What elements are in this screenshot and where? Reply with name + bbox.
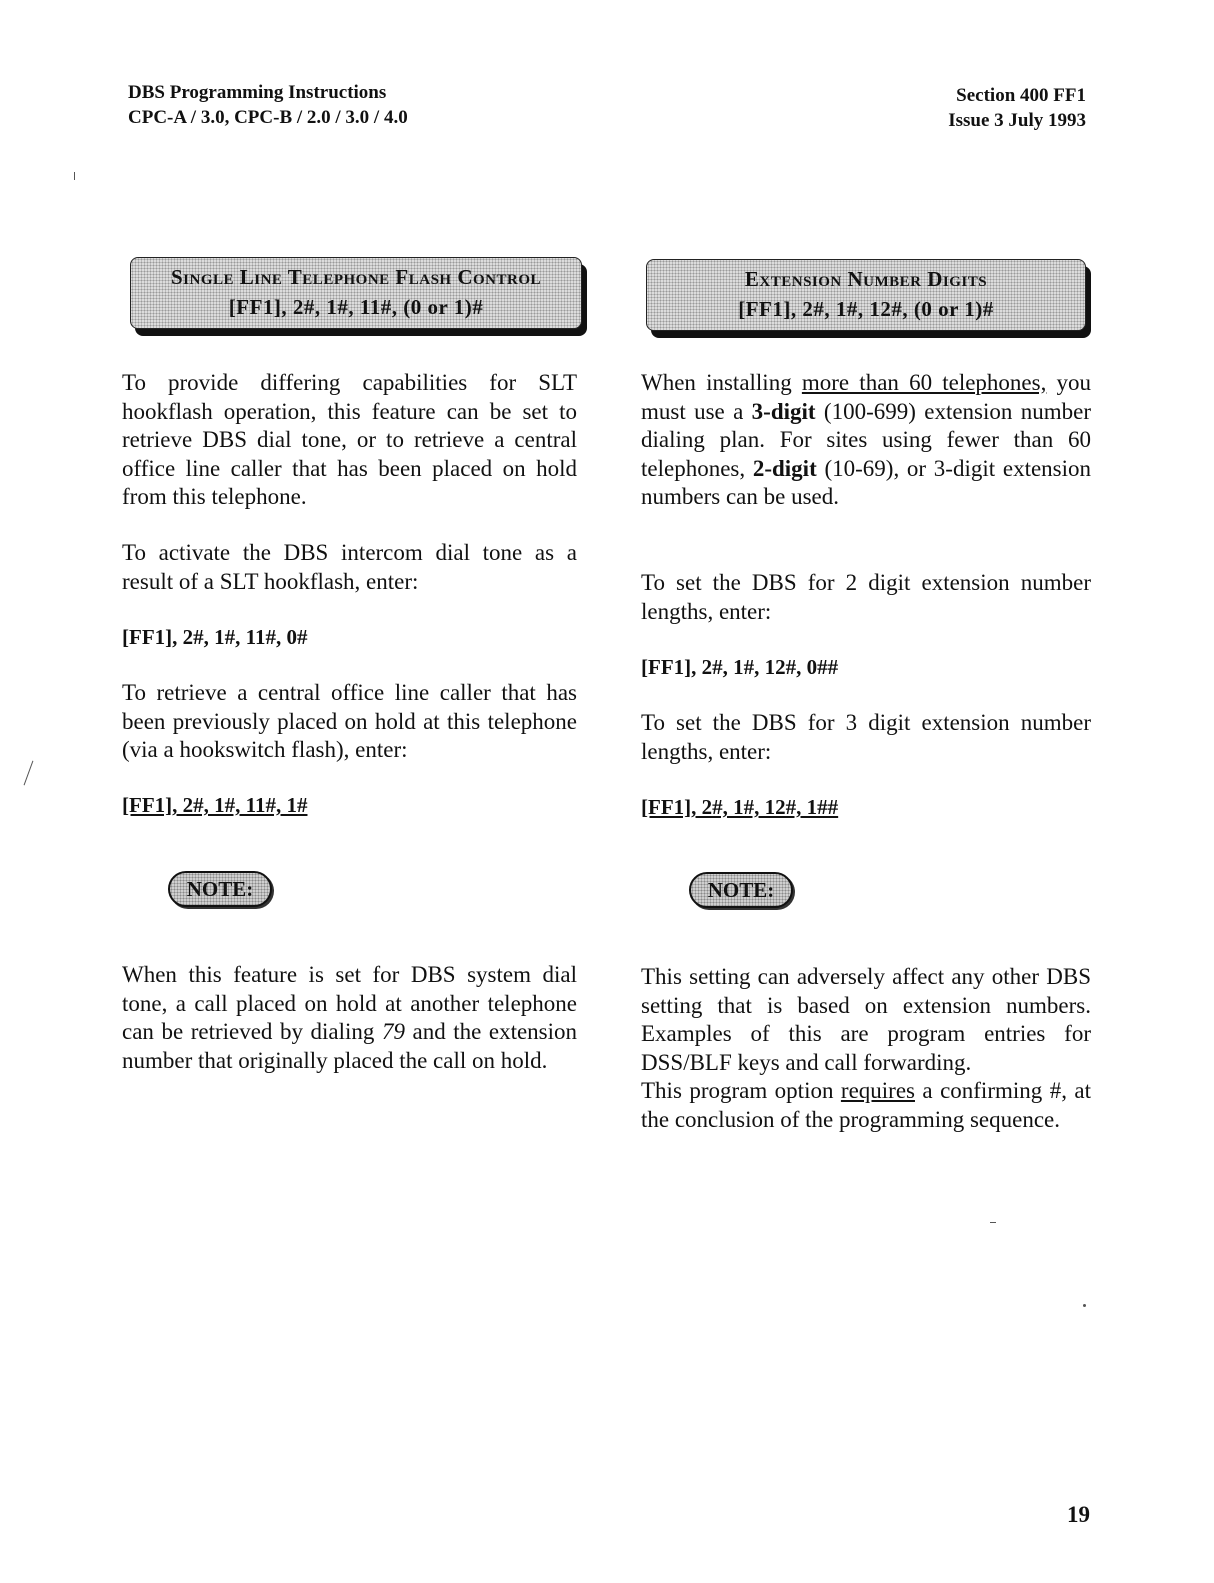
right-two-digit-paragraph: To set the DBS for 2 digit extension number lengths, enter: xyxy=(641,570,1091,624)
feature-code-right: [FF1], 2#, 1#, 12#, (0 or 1)# xyxy=(738,297,994,321)
left-command-2: [FF1], 2#, 1#, 11#, 1# xyxy=(122,793,308,817)
scan-speck xyxy=(990,1222,996,1223)
left-note-paragraph: When this feature is set for DBS system dial tone, a call placed on hold at another telephone can be retrieved by dialing 79 and the extension number that originally placed the call on hold. xyxy=(122,962,578,1073)
left-intro-paragraph: To provide differing capabilities for SLT hookflash operation, this feature can be set to retrieve DBS dial tone, or to retrieve a central office line caller that has been placed on hold from this telephone. xyxy=(122,370,577,510)
feature-title-box-right xyxy=(646,259,1086,331)
header-title: DBS Programming Instructions xyxy=(128,82,387,103)
right-intro-paragraph: When installing more than 60 telephones, you must use a 3-digit (100-699) extension number dialing plan. For sites using fewer than 60 telephones, 2-digit (10-69), or 3-digit extension numbers can be used. xyxy=(641,370,1092,510)
left-command-1: [FF1], 2#, 1#, 11#, 0# xyxy=(122,625,308,649)
scan-speck xyxy=(1083,1304,1086,1307)
feature-title-left: Single Line Telephone Flash Control xyxy=(170,265,542,289)
scan-speck xyxy=(24,761,34,786)
header-issue: Issue 3 July 1993 xyxy=(948,110,1086,131)
left-retrieve-paragraph: To retrieve a central office line caller that has been previously placed on hold at this telephone (via a hookswitch flash), enter: xyxy=(122,680,577,763)
header-section: Section 400 FF1 xyxy=(956,85,1086,106)
document-header-right xyxy=(948,83,1086,133)
note-badge-right: NOTE: xyxy=(689,872,793,908)
page-number: 19 xyxy=(1067,1502,1090,1527)
feature-title-right: Extension Number Digits xyxy=(744,267,988,291)
document-header-left xyxy=(128,80,408,130)
note-badge-left: NOTE: xyxy=(168,871,272,907)
scan-speck xyxy=(74,172,75,180)
right-note-paragraph: This setting can adversely affect any other DBS setting that is based on extension numbers. Examples of this are program entries for DSS/BLF keys and call forwarding. This program option requires a confirming #, at the conclusion of the programming sequence. xyxy=(641,964,1091,1132)
left-activate-paragraph: To activate the DBS intercom dial tone as a result of a SLT hookflash, enter: xyxy=(122,540,577,594)
right-command-2: [FF1], 2#, 1#, 12#, 1## xyxy=(641,795,839,819)
right-three-digit-paragraph: To set the DBS for 3 digit extension number lengths, enter: xyxy=(641,710,1091,764)
header-versions: CPC-A / 3.0, CPC-B / 2.0 / 3.0 / 4.0 xyxy=(128,107,408,128)
feature-code-left: [FF1], 2#, 1#, 11#, (0 or 1)# xyxy=(228,295,484,319)
feature-title-box-left xyxy=(130,257,582,329)
right-command-1: [FF1], 2#, 1#, 12#, 0## xyxy=(641,655,839,679)
